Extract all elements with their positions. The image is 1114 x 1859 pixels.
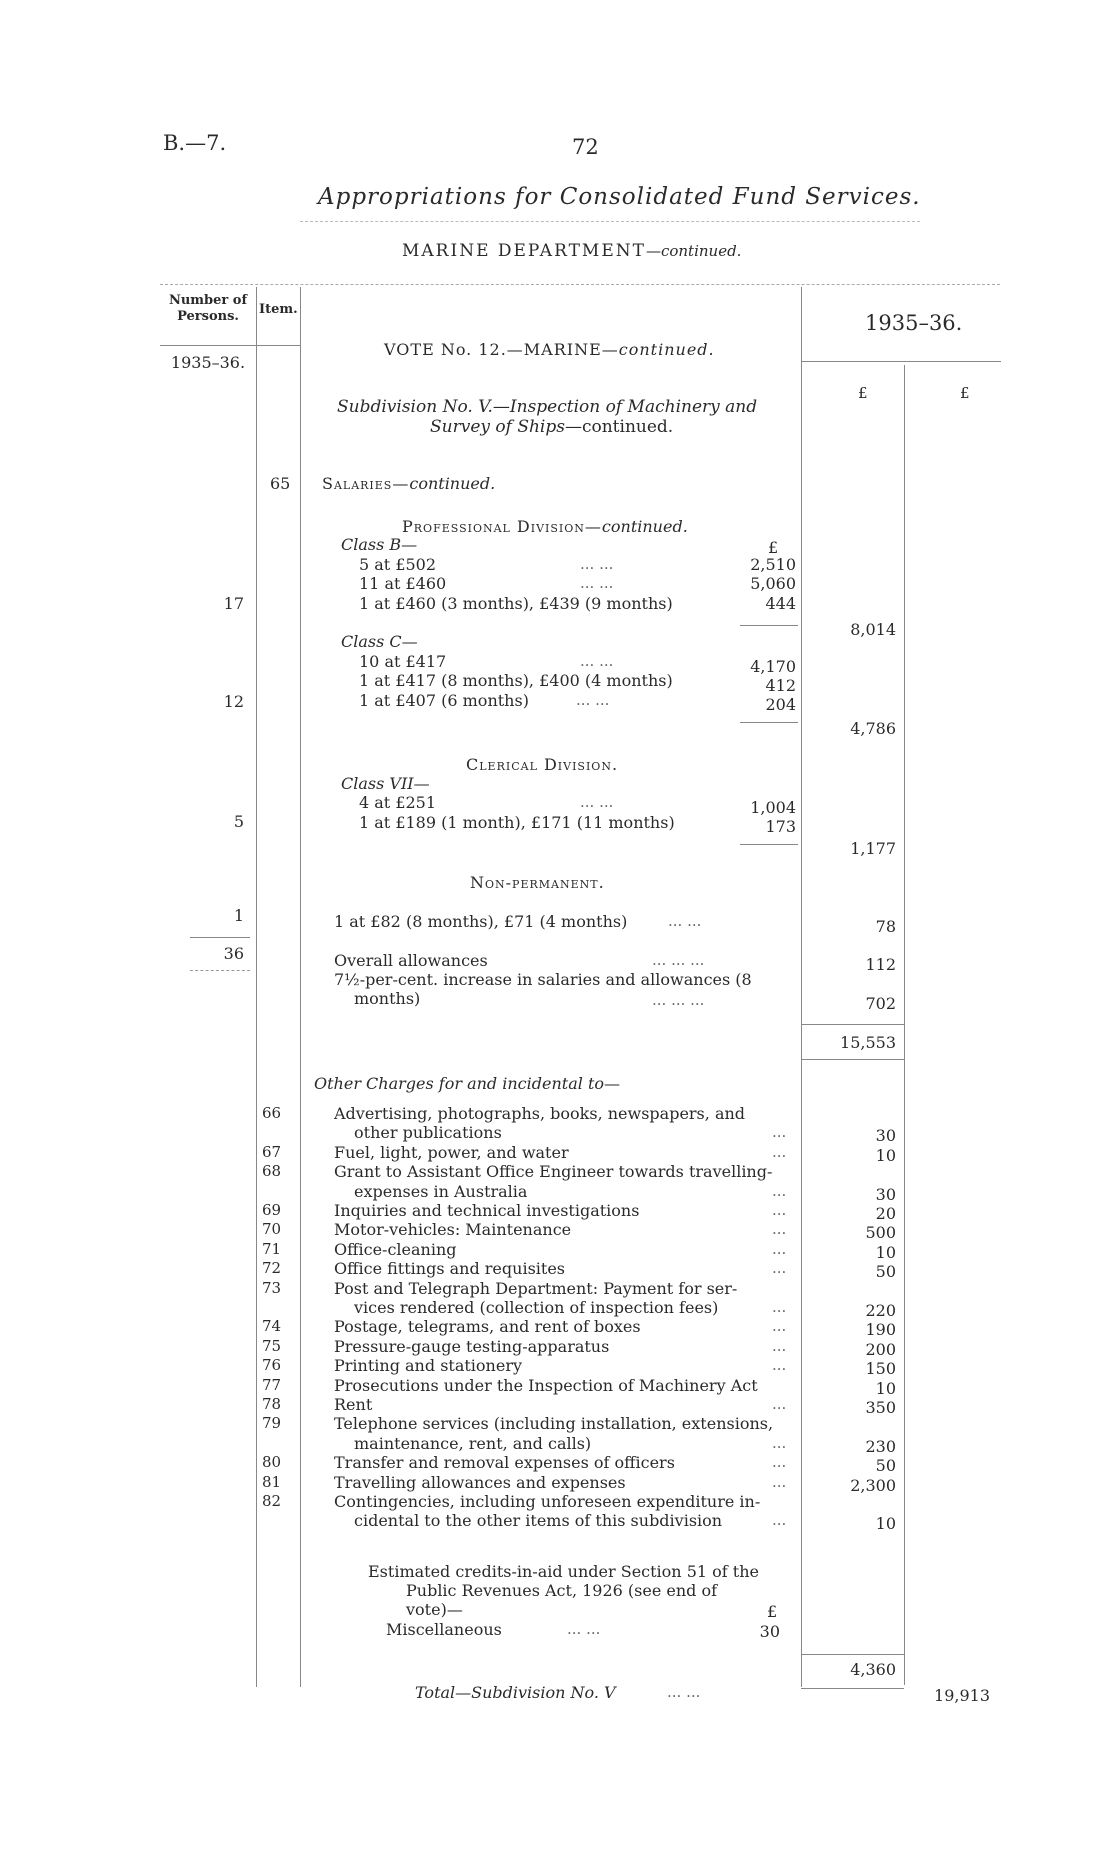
year-left-header: 1935–36. [170,353,246,372]
charge-description: Motor-vehicles: Maintenance [334,1220,572,1240]
class-c-dots-1: ... ... [580,652,614,670]
salaries-total: 15,553 [840,1033,896,1052]
non-permanent-total: 78 [875,917,896,936]
class-c-amount-3: 204 [765,695,796,714]
item-number: 69 [262,1201,282,1219]
pound-column-1: £ [858,384,868,402]
subdivision-line-1: Subdivision No. V.—Inspection of Machinery and [337,397,758,417]
class-b-line-1: 5 at £502 [359,555,437,574]
item-number: 82 [262,1492,282,1510]
charge-dots: ... [772,1395,787,1413]
total-label: Total—Subdivision No. V [415,1683,616,1702]
professional-label: Professional Division— [402,517,602,536]
grand-total: 19,913 [934,1686,990,1705]
header-rule [160,284,1000,285]
item-header: Item. [259,302,298,317]
charge-description-continued: other publications [354,1123,502,1143]
charge-dots: ... [772,1123,787,1142]
charge-amount: 10 [875,1514,896,1534]
charge-amount: 230 [865,1436,896,1456]
persons-total: 36 [223,944,244,963]
pound-column-2: £ [960,384,970,402]
class-c-label: Class C— [341,632,418,651]
year-right-header: 1935–36. [865,311,963,335]
class-b-label: Class B— [341,535,418,554]
vote-suffix: continued. [618,340,715,359]
charge-amount: 10 [875,1378,896,1398]
increase-line-1: 7½-per-cent. increase in salaries and allowances (8 [334,970,752,989]
increase-amount: 702 [865,994,896,1013]
title-rule [300,221,920,222]
class-b-subtotal-rule [740,625,798,626]
clerical-heading: Clerical Division. [466,755,619,774]
clerical-total: 1,177 [850,839,896,858]
persons-total-underline [190,970,250,971]
charge-dots: ... [772,1142,787,1161]
class-c-line-1: 10 at £417 [359,652,447,671]
charge-dots: ... [772,1356,787,1375]
class-c-persons: 12 [223,692,244,711]
other-charges-heading: Other Charges for and incidental to— [314,1074,621,1093]
charge-description-continued: cidental to the other items of this subdivision [354,1511,723,1531]
class-b-pound: £ [768,538,779,557]
charge-dots: ... [772,1181,787,1200]
class-c-amount-1: 4,170 [750,657,796,676]
charge-description: Printing and stationery [334,1356,523,1376]
page-number: 72 [572,135,599,159]
charge-dots: ... [772,1259,787,1278]
charge-dots: ... [772,1298,787,1316]
class-b-amount-3: 444 [765,594,796,613]
salaries-suffix: continued. [409,474,496,493]
item-number: 77 [262,1375,282,1394]
subdivision-line-2a: Survey of Ships [430,417,565,437]
item-number: 80 [262,1453,282,1472]
charge-amount: 190 [865,1320,896,1340]
item-number: 78 [262,1395,282,1413]
charge-dots: ... [772,1201,787,1219]
item-number: 75 [262,1336,282,1355]
charge-description: Inquiries and technical investigations [334,1201,640,1220]
charge-description: Grant to Assistant Office Engineer towards travelling- [334,1162,773,1182]
clerical-dots-1: ... ... [580,793,614,811]
charge-amount: 30 [875,1126,896,1146]
clerical-amount-1: 1,004 [750,798,796,817]
miscellaneous-amount: 30 [759,1622,780,1641]
charge-dots: ... [772,1472,787,1491]
charge-description: Office fittings and requisites [334,1259,565,1279]
item-number: 76 [262,1356,282,1375]
item-number: 73 [262,1278,282,1297]
overall-allowances-amount: 112 [865,955,896,974]
charge-description: Advertising, photographs, books, newspapers, and [334,1104,746,1123]
charge-dots: ... [772,1220,787,1239]
page-title: Appropriations for Consolidated Fund Services. [318,184,921,210]
charge-dots: ... [772,1239,787,1258]
document-reference: B.—7. [163,131,227,155]
charge-description: Rent [334,1395,373,1414]
miscellaneous-dots: ... ... [567,1620,601,1638]
credits-line-3: vote)— [406,1600,463,1619]
charge-description: Contingencies, including unforeseen expenditure in- [334,1492,761,1511]
item-text-divider [300,287,301,1687]
class-b-dots-1: ... ... [580,555,614,573]
item-number: 66 [262,1104,282,1122]
overall-allowances-dots: ... ... ... [652,951,705,969]
other-charges-total-underline [801,1688,904,1689]
salaries-total-rule-top [801,1024,904,1025]
class-b-dots-2: ... ... [580,574,614,592]
salaries-total-rule-bottom [801,1059,904,1060]
charge-description: Office-cleaning [334,1239,457,1259]
non-permanent-heading: Non-permanent. [470,873,605,892]
subdivision-line-2b: —continued. [564,417,674,437]
department-suffix: —continued. [645,242,742,260]
charge-amount: 50 [875,1456,896,1476]
charge-dots: ... [772,1336,787,1355]
text-amount-divider [801,287,802,1687]
charge-description: Telephone services (including installation, extensions, [334,1414,774,1434]
charge-amount: 50 [875,1262,896,1282]
total-dots: ... ... [667,1683,701,1701]
item-number: 74 [262,1317,282,1336]
item-65: 65 [270,474,291,493]
charge-dots: ... [772,1453,787,1472]
department-heading [402,241,741,261]
class-vii-label: Class VII— [341,774,430,793]
charge-description: Pressure-gauge testing-apparatus [334,1336,610,1356]
charge-dots: ... [772,1511,787,1530]
charge-amount: 30 [875,1184,896,1204]
class-c-line-3: 1 at £407 (6 months) [359,691,529,710]
charge-amount: 500 [865,1223,896,1243]
charge-amount: 2,300 [850,1475,896,1495]
charge-dots: ... [772,1433,787,1452]
charge-amount: 10 [875,1145,896,1165]
class-b-line-2: 11 at £460 [359,574,447,593]
clerical-line-2: 1 at £189 (1 month), £171 (11 months) [359,813,675,832]
class-c-total: 4,786 [850,719,896,738]
increase-line-2: months) [354,989,421,1008]
amount-columns-divider [904,365,905,1685]
charge-amount: 220 [865,1301,896,1320]
salaries-label: Salaries— [322,474,410,493]
charge-description-continued: expenses in Australia [354,1181,528,1201]
item-number: 79 [262,1414,282,1433]
credits-pound: £ [767,1602,778,1621]
vote-heading [384,340,715,359]
class-b-line-3: 1 at £460 (3 months), £439 (9 months) [359,594,673,613]
class-c-subtotal-rule [740,722,798,723]
item-number: 68 [262,1162,282,1181]
vote-prefix: VOTE No. 12.—MARINE— [384,340,619,359]
non-permanent-dots: ... ... [668,912,702,930]
credits-line-1: Estimated credits-in-aid under Section 51 of the [368,1562,759,1581]
overall-allowances: Overall allowances [334,951,488,970]
charge-description-continued: vices rendered (collection of inspection fees) [354,1298,719,1317]
clerical-subtotal-rule [740,844,798,845]
clerical-line-1: 4 at £251 [359,793,437,812]
department-name: MARINE DEPARTMENT [402,241,646,261]
class-b-amount-1: 2,510 [750,555,796,574]
other-charges-total: 4,360 [850,1660,896,1679]
item-number: 81 [262,1472,282,1491]
year-header-rule [801,361,1001,362]
charge-amount: 20 [875,1204,896,1223]
increase-dots: ... ... ... [652,991,705,1009]
charge-dots: ... [772,1317,787,1336]
charge-amount: 350 [865,1398,896,1417]
charge-amount: 150 [865,1359,896,1379]
professional-heading [402,517,688,536]
class-c-amount-2: 412 [765,676,796,695]
non-permanent-line: 1 at £82 (8 months), £71 (4 months) [334,912,628,931]
class-b-total: 8,014 [850,620,896,639]
clerical-amount-2: 173 [765,817,796,836]
charge-description: Postage, telegrams, and rent of boxes [334,1317,641,1337]
persons-header-rule [160,345,256,346]
item-number: 67 [262,1142,282,1161]
item-number: 72 [262,1259,282,1278]
class-b-amount-2: 5,060 [750,574,796,593]
number-of-persons-header: Number of Persons. [168,293,248,324]
charge-description: Fuel, light, power, and water [334,1142,569,1162]
item-number: 71 [262,1239,282,1258]
miscellaneous-label: Miscellaneous [386,1620,502,1639]
non-permanent-persons: 1 [233,906,244,925]
professional-suffix: continued. [601,517,688,536]
credits-line-2: Public Revenues Act, 1926 (see end of [406,1581,718,1600]
persons-total-rule [190,937,250,938]
charge-description: Travelling allowances and expenses [334,1472,626,1492]
class-c-dots-3: ... ... [576,691,610,709]
clerical-persons: 5 [233,812,244,831]
charge-description-continued: maintenance, rent, and calls) [354,1433,592,1453]
item-header-rule [256,345,300,346]
persons-item-divider [256,287,257,1687]
other-charges-total-rule [801,1654,904,1655]
class-c-line-2: 1 at £417 (8 months), £400 (4 months) [359,671,673,690]
class-b-persons: 17 [223,594,244,613]
charge-amount: 10 [875,1242,896,1262]
charge-amount: 200 [865,1339,896,1359]
item-number: 70 [262,1220,282,1239]
salaries-heading [322,474,495,493]
charge-description: Transfer and removal expenses of officers [334,1453,675,1473]
subdivision-line-2 [430,417,673,437]
charge-description: Prosecutions under the Inspection of Machinery Act [334,1375,758,1395]
charge-description: Post and Telegraph Department: Payment for ser- [334,1278,738,1298]
